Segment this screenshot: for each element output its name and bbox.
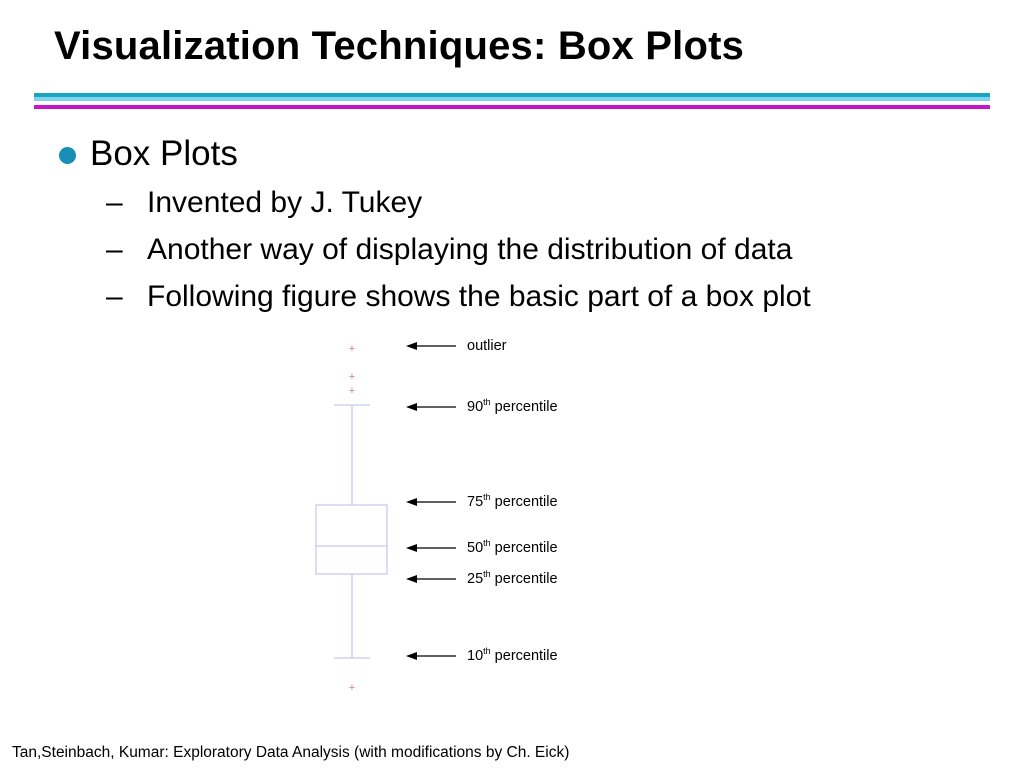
label-outlier: outlier — [467, 338, 507, 354]
bullet-box-plots: Box Plots — [90, 134, 238, 173]
label-50th-percentile: 50th percentile — [467, 538, 558, 556]
dash-icon: – — [106, 233, 123, 266]
label-25th-percentile: 25th percentile — [467, 569, 558, 587]
slide-footer: Tan,Steinbach, Kumar: Exploratory Data Analysis (with modifications by Ch. Eick) — [12, 744, 570, 761]
outlier-marker: + — [348, 385, 356, 397]
arrow-p10 — [406, 652, 456, 660]
arrow-p90 — [406, 403, 456, 411]
arrow-p75 — [406, 498, 456, 506]
sub-bullet-figure: Following figure shows the basic part of a box plot — [147, 280, 811, 313]
annotation-arrows — [406, 342, 456, 660]
arrow-p50 — [406, 544, 456, 552]
box-plot — [316, 343, 387, 694]
slide-title: Visualization Techniques: Box Plots — [54, 24, 745, 68]
arrow-outlier — [406, 342, 456, 350]
interquartile-box — [316, 505, 387, 574]
sub-bullet-distribution: Another way of displaying the distribution of data — [147, 233, 793, 266]
outlier-marker: + — [348, 343, 356, 355]
sub-bullet-tukey: Invented by J. Tukey — [147, 186, 423, 219]
label-75th-percentile: 75th percentile — [467, 492, 558, 510]
outlier-marker: + — [348, 371, 356, 383]
arrow-p25 — [406, 575, 456, 583]
label-10th-percentile: 10th percentile — [467, 646, 558, 664]
dash-icon: – — [106, 186, 123, 219]
outlier-marker: + — [348, 682, 356, 694]
label-90th-percentile: 90th percentile — [467, 397, 558, 415]
dash-icon: – — [106, 280, 123, 313]
